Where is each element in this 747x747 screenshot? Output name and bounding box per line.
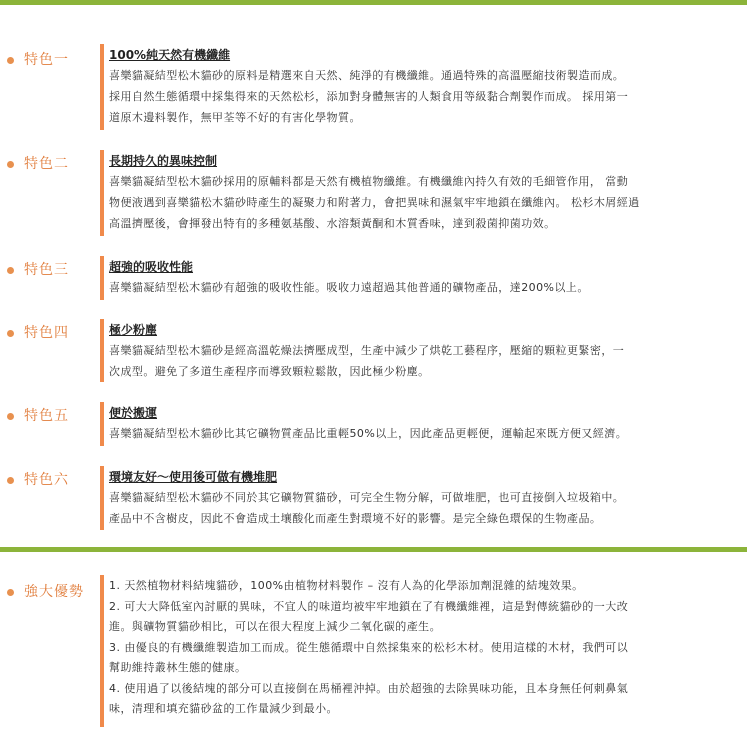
accent-rule [100,44,104,130]
feature-content [109,404,745,444]
feature-content [109,152,745,234]
feature-label: 特色四 [24,325,69,341]
bullet-dot [7,267,14,274]
feature-heading: 長期持久的異味控制 [109,154,218,168]
top-divider [0,0,747,5]
feature-text-line: 喜樂貓凝結型松木貓砂採用的原輔料都是天然有機植物纖維。有機纖維內持久有效的毛細管作用， 當動 [109,175,629,188]
feature-label: 特色六 [24,472,69,488]
bullet-dot [7,413,14,420]
feature-content [109,468,745,529]
feature-heading: 便於搬運 [109,406,158,420]
advantage-text-line: 味，清理和填充貓砂盆的工作量減少到最小。 [109,702,338,715]
bullet-dot [7,330,14,337]
feature-label: 特色一 [24,52,69,68]
advantage-text-line: 3. 由優良的有機纖維製造加工而成。從生態循環中自然採集來的松杉木材。使用這樣的木材，我們可以 [109,640,629,654]
advantage-text-line: 2. 可大大降低室內討厭的異味，不宜人的味道均被牢牢地鎖在了有機纖維裡，這是對傳統貓砂的一大改 [109,599,629,613]
feature-label: 特色二 [24,156,69,172]
feature-heading: 100%純天然有機纖維 [109,48,231,62]
accent-rule [100,575,104,727]
advantage-text-line: 4. 使用過了以後結塊的部分可以直接倒在馬桶裡沖掉。由於超強的去除異味功能，且本身無任何刺鼻氣 [109,681,629,695]
feature-content [109,46,745,128]
feature-text-line: 喜樂貓凝結型松木貓砂比其它礦物質產品比重輕50%以上，因此產品更輕便，運輸起來既方便又經濟。 [109,427,628,440]
feature-label: 特色五 [24,408,69,424]
advantage-text-line: 幫助維持叢林生態的健康。 [109,661,247,674]
feature-label: 特色三 [24,262,69,278]
feature-text-line: 道原木邊料製作，無甲荃等不好的有害化學物質。 [109,111,361,124]
feature-text-line: 物便液遇到喜樂貓松木貓砂時產生的凝聚力和附著力，會把異味和濕氣牢牢地鎖在纖維內。 松杉木屑經過 [109,196,640,209]
feature-text-line: 喜樂貓凝結型松木貓砂是經高溫乾燥法擠壓成型，生產中減少了烘乾工藝程序，壓縮的顆粒更緊密，一 [109,344,625,357]
feature-text-line: 喜樂貓凝結型松木貓砂有超強的吸收性能。吸收力遠超過其他普通的礦物產品，達200%以上。 [109,281,589,294]
accent-rule [100,256,104,300]
accent-rule [100,150,104,236]
feature-heading: 極少粉塵 [109,323,158,337]
feature-heading: 超強的吸收性能 [109,260,194,274]
feature-text-line: 次成型。避免了多道生產程序而導致顆粒鬆散，因此極少粉塵。 [109,365,430,378]
feature-text-line: 採用自然生態循環中採集得來的天然松杉，添加對身體無害的人類食用等級黏合劑製作而成。 採用第一 [109,90,629,103]
section-divider [0,547,747,552]
feature-text-line: 產品中不含樹皮，因此不會造成土壤酸化而產生對環境不好的影響。是完全綠色環保的生物產品。 [109,512,602,525]
accent-rule [100,466,104,530]
feature-text-line: 喜樂貓凝結型松木貓砂的原料是精選來自天然、純淨的有機纖維。通過特殊的高溫壓縮技術製造而成。 [109,69,625,82]
advantages-content [109,576,745,720]
feature-heading: 環境友好～使用後可做有機堆肥 [109,470,278,484]
bullet-dot [7,589,14,596]
bullet-dot [7,161,14,168]
advantage-text-line: 1. 天然植物材料結塊貓砂，100%由植物材料製作 – 沒有人為的化學添加劑混雜的結塊效果。 [109,579,584,592]
feature-text-line: 高溫擠壓後，會揮發出特有的多種氨基酸、水溶類黃酮和木質香味，達到殺菌抑菌功效。 [109,217,556,230]
bullet-dot [7,57,14,64]
accent-rule [100,319,104,382]
accent-rule [100,402,104,446]
feature-text-line: 喜樂貓凝結型松木貓砂不同於其它礦物質貓砂，可完全生物分解，可做堆肥，也可直接倒入垃圾箱中。 [109,491,625,504]
feature-content [109,258,745,298]
feature-content [109,321,745,382]
bullet-dot [7,477,14,484]
advantage-text-line: 進。與礦物質貓砂相比，可以在很大程度上減少二氧化碳的產生。 [109,620,442,633]
advantages-label: 強大優勢 [24,584,84,600]
